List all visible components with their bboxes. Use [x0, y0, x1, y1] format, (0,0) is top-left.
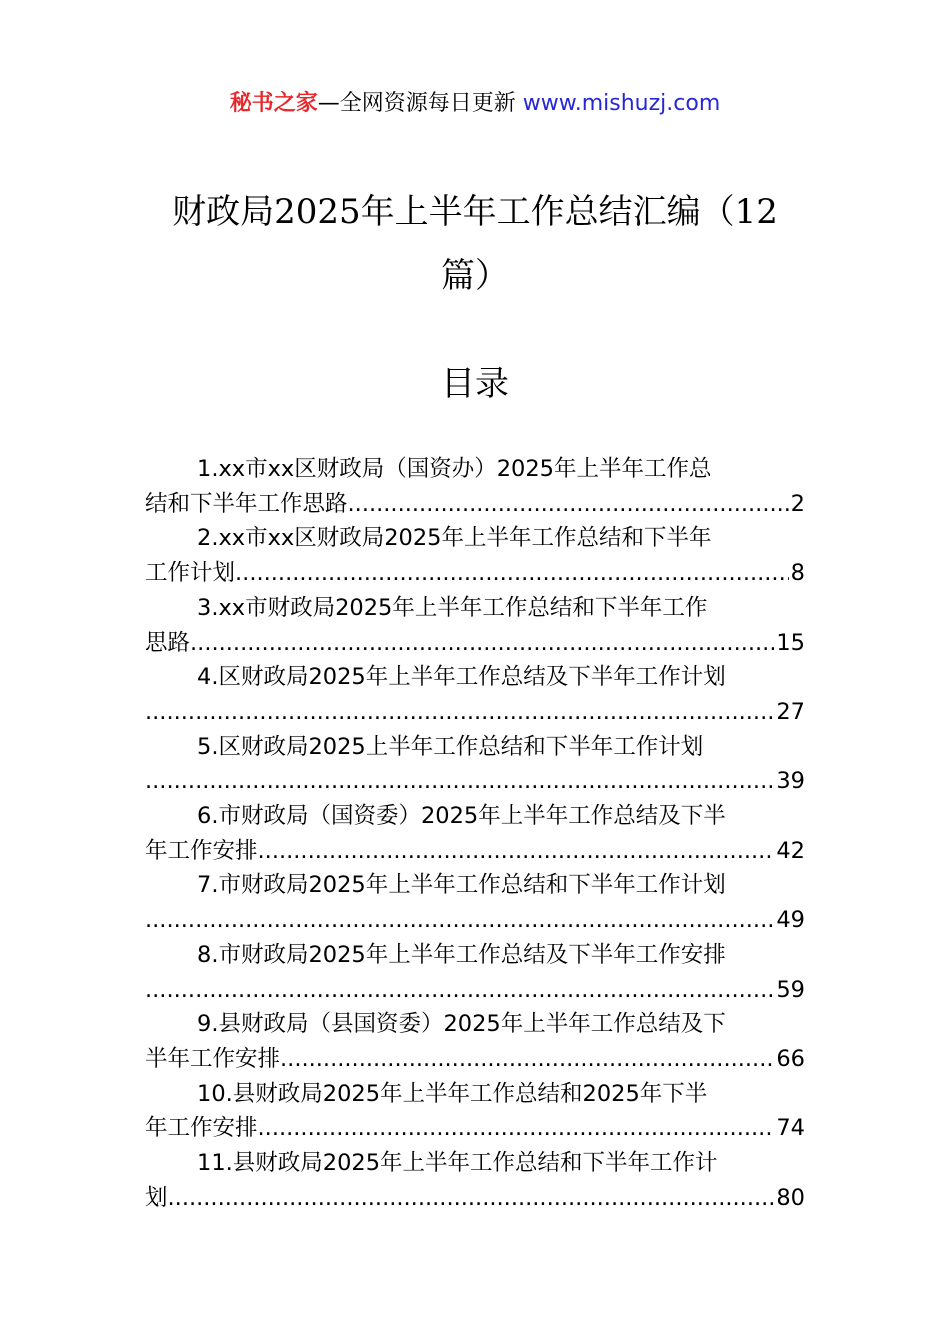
toc-heading: 目录: [441, 364, 509, 404]
toc-entry-title: 3.xx市财政局2025年上半年工作总结和下半年工作: [197, 594, 708, 621]
toc-entry-title-continued: 工作计划: [145, 560, 236, 587]
site-link[interactable]: www.mishuzj.com: [522, 91, 721, 116]
toc-leader-dots: [168, 1181, 775, 1216]
toc-leader-dots: [145, 695, 774, 730]
toc-leader-dots: [258, 1111, 775, 1146]
toc-entry[interactable]: [145, 730, 805, 799]
toc-leader-dots: [280, 1042, 774, 1077]
toc-page-number: 80: [776, 1184, 805, 1211]
toc-leader-dots: [145, 973, 774, 1008]
toc-entry-title: 11.县财政局2025年上半年工作总结和下半年工作计: [197, 1150, 718, 1177]
toc-entry[interactable]: [145, 1146, 805, 1215]
toc-page-number: 27: [776, 698, 805, 725]
toc-leader-dots: [348, 487, 789, 522]
toc-entry[interactable]: [145, 1077, 805, 1146]
toc-page-number: 39: [776, 768, 805, 795]
toc-leader-dots: [145, 764, 774, 799]
table-of-contents: [145, 452, 805, 1215]
brand-name: 秘书之家: [229, 91, 318, 116]
site-header: [0, 88, 950, 120]
toc-leader-dots: [258, 834, 775, 869]
toc-page-number: 59: [776, 976, 805, 1003]
toc-entry[interactable]: [145, 521, 805, 590]
toc-entry-title-continued: 思路: [145, 629, 191, 656]
toc-entry-title: 9.县财政局（县国资委）2025年上半年工作总结及下: [197, 1011, 726, 1038]
toc-entry[interactable]: [145, 938, 805, 1007]
toc-entry[interactable]: [145, 799, 805, 868]
toc-entry-title-continued: 结和下半年工作思路: [145, 490, 348, 517]
toc-entry[interactable]: [145, 868, 805, 937]
toc-leader-dots: [190, 626, 774, 661]
toc-page-number: 42: [776, 837, 805, 864]
toc-page-number: 66: [776, 1045, 805, 1072]
toc-entry-title-continued: 年工作安排: [145, 1115, 258, 1142]
toc-page-number: 8: [790, 560, 805, 587]
toc-entry[interactable]: [145, 1007, 805, 1076]
toc-entry-title: 8.市财政局2025年上半年工作总结及下半年工作安排: [197, 941, 726, 968]
toc-entry-title: 10.县财政局2025年上半年工作总结和2025年下半: [197, 1080, 708, 1107]
toc-entry-title: 2.xx市xx区财政局2025年上半年工作总结和下半年: [197, 525, 712, 552]
header-tagline: —全网资源每日更新: [317, 91, 523, 116]
toc-entry-title: 4.区财政局2025年上半年工作总结及下半年工作计划: [197, 664, 726, 691]
document-title: 财政局2025年上半年工作总结汇编（12篇）: [172, 192, 778, 296]
toc-entry[interactable]: [145, 660, 805, 729]
toc-entry-title: 5.区财政局2025上半年工作总结和下半年工作计划: [197, 733, 704, 760]
toc-leader-dots: [145, 903, 774, 938]
toc-entry-title: 6.市财政局（国资委）2025年上半年工作总结及下半: [197, 803, 726, 830]
toc-entry-title-continued: 半年工作安排: [145, 1045, 281, 1072]
toc-entry-title-continued: 划: [145, 1184, 168, 1211]
toc-leader-dots: [235, 556, 789, 591]
toc-page-number: 2: [790, 490, 805, 517]
toc-page-number: 74: [776, 1115, 805, 1142]
toc-page-number: 49: [776, 907, 805, 934]
toc-entry-title: 7.市财政局2025年上半年工作总结和下半年工作计划: [197, 872, 726, 899]
toc-entry-title: 1.xx市xx区财政局（国资办）2025年上半年工作总: [197, 456, 712, 482]
toc-page-number: 15: [776, 629, 805, 656]
toc-entry[interactable]: [145, 452, 805, 521]
toc-entry[interactable]: [145, 591, 805, 660]
toc-entry-title-continued: 年工作安排: [145, 837, 258, 864]
